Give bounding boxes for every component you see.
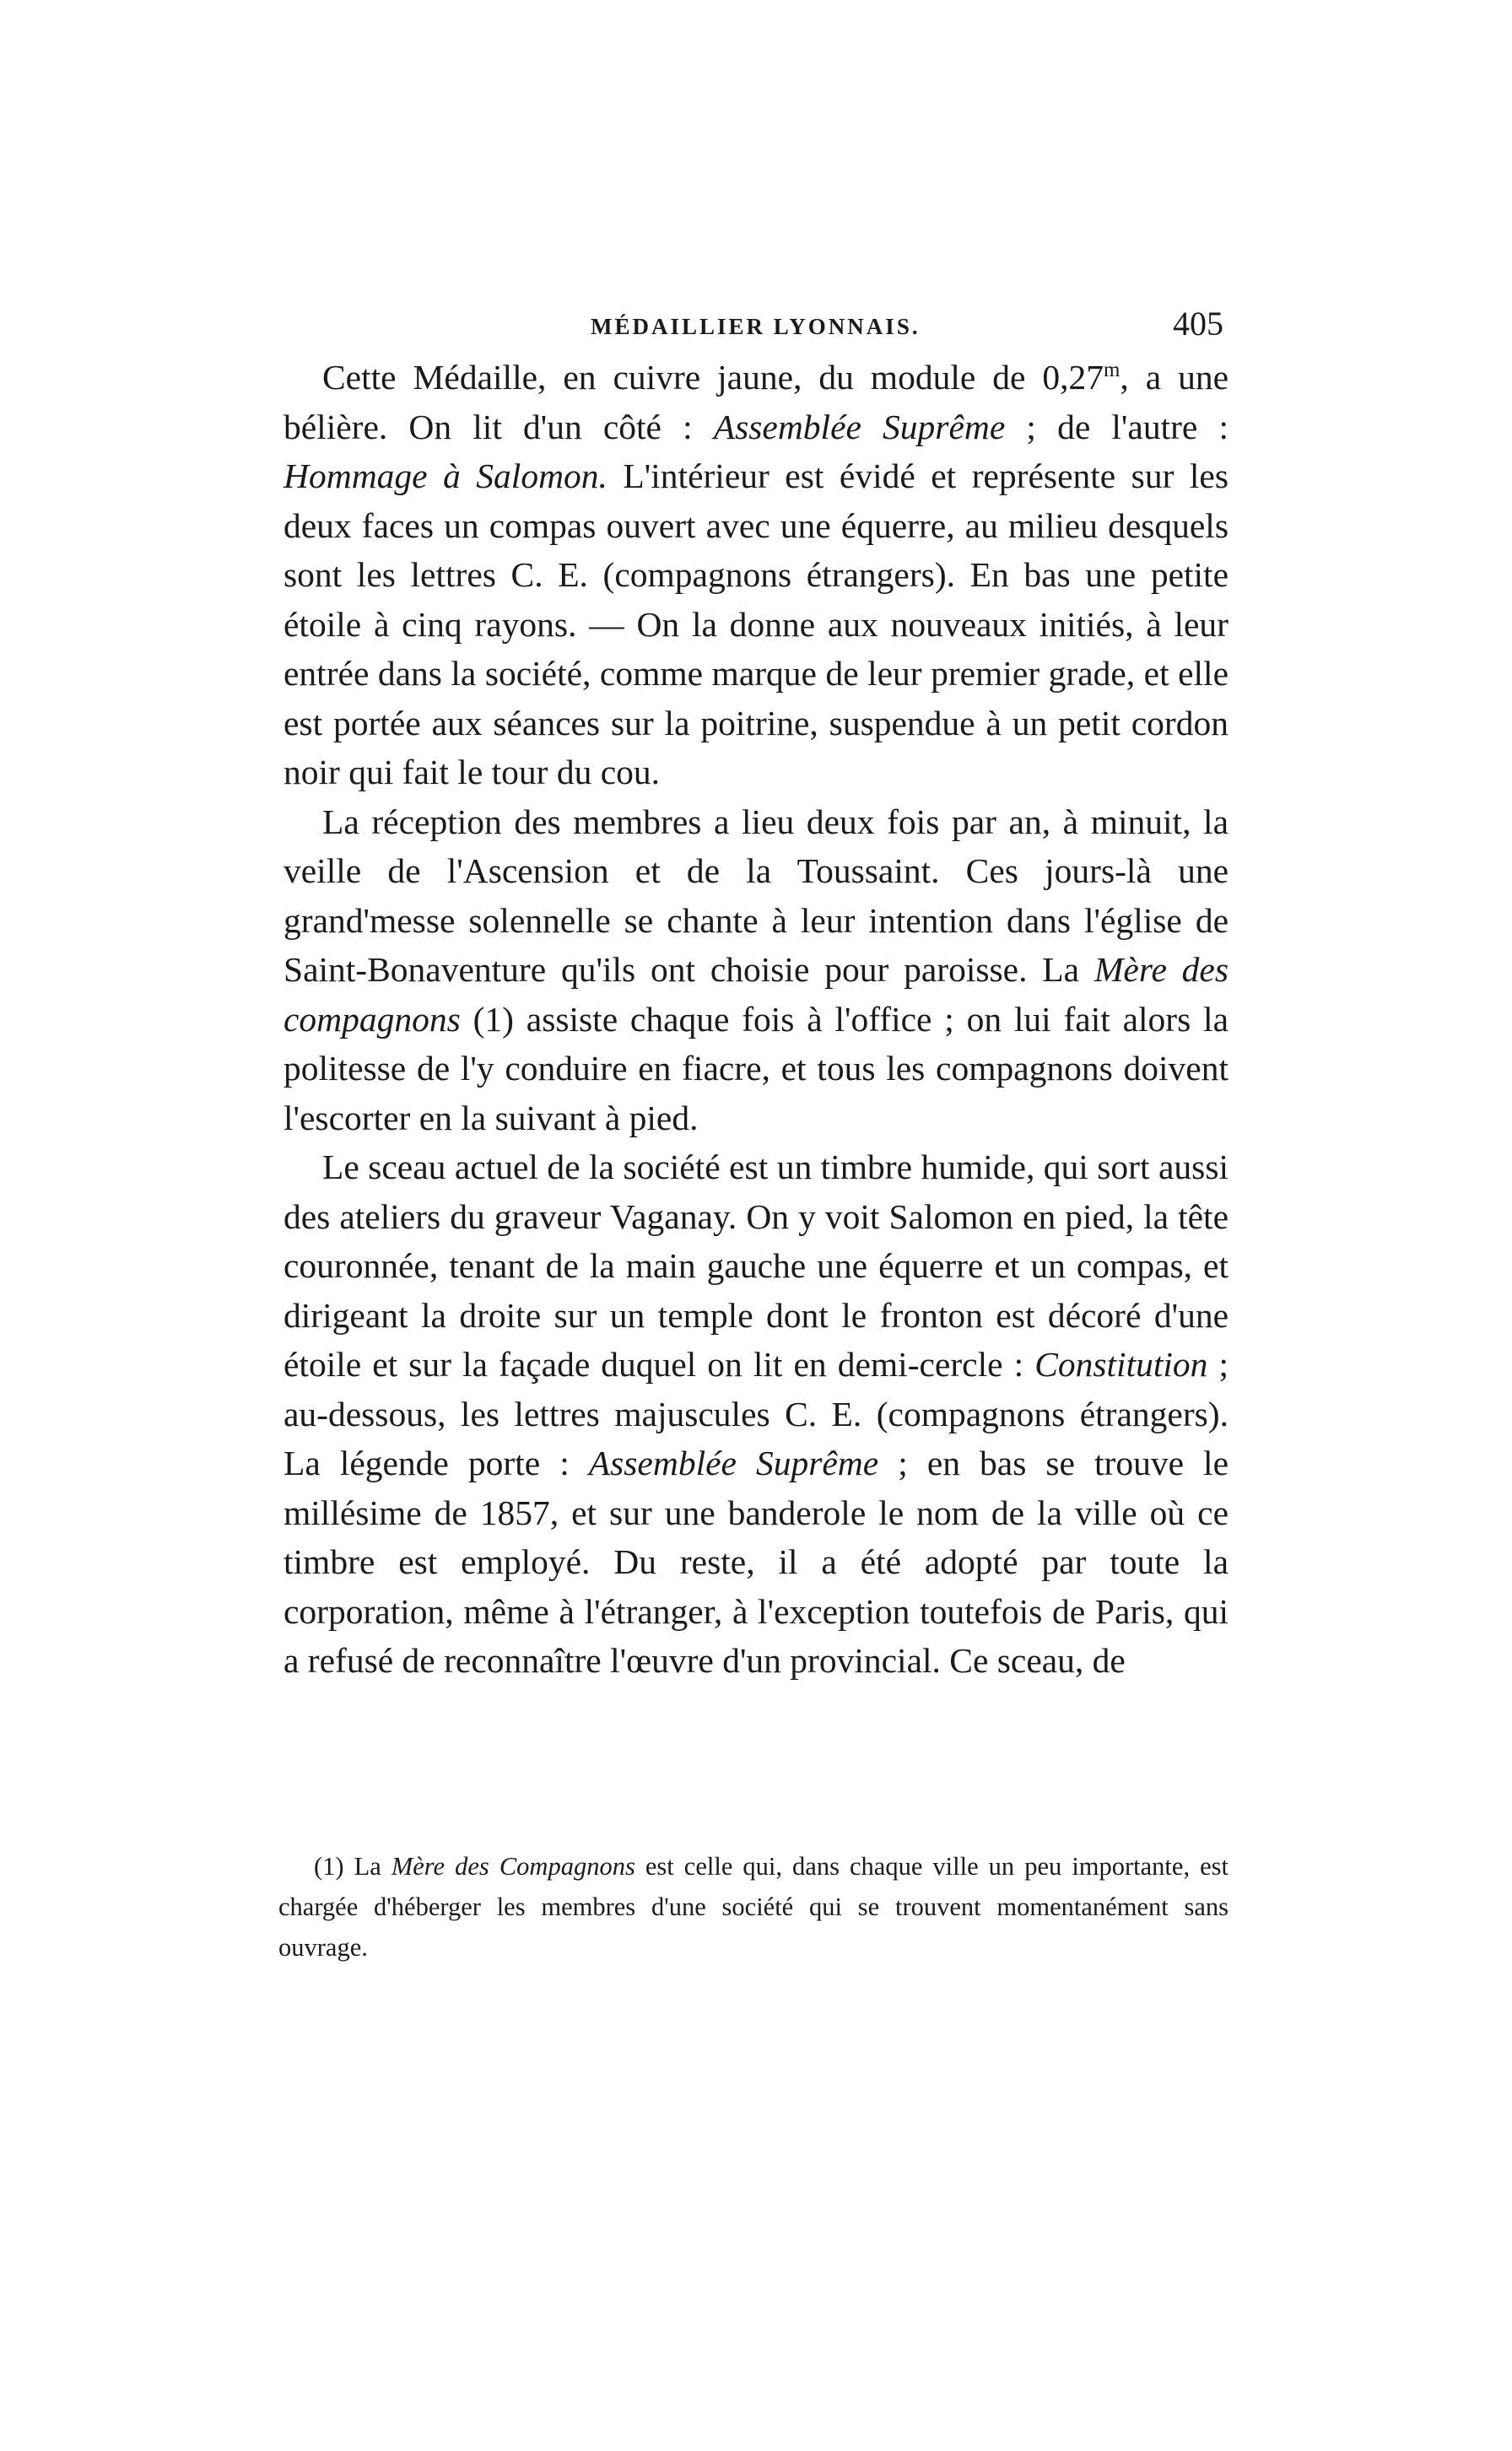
p1-text-3: ; de l'autre :	[1005, 407, 1228, 446]
p1-text-1: Cette Médaille, en cuivre jaune, du module de 0,27	[322, 358, 1104, 397]
p3-italic-constitution: Constitution	[1034, 1345, 1208, 1384]
body-text	[284, 353, 1228, 1686]
paragraph-sceau	[284, 1142, 1228, 1686]
p3-text-1: Le sceau actuel de la société est un timbre humide, qui sort aussi des ateliers du graveur Vaganay. On y voit Salomon en pied, la tête couronnée, tenant de la main gauche une équerre et un compas, et dirigeant la droite sur un temple dont le fronton est décoré d'une étoile et sur la façade duquel on lit en demi-cercle :	[284, 1147, 1228, 1384]
paragraph-medal	[284, 353, 1228, 797]
p2-italic-mere: Mère des compagnons	[284, 950, 1228, 1039]
p2-text-2: (1) assiste chaque fois à l'office ; on lui fait alors la politesse de l'y conduire en fiacre, et tous les compagnons doivent l'escorter en la suivant à pied.	[284, 999, 1228, 1137]
footnote-text	[278, 1846, 1228, 1968]
p1-italic-hommage: Hommage à Salomon.	[284, 456, 608, 495]
running-head	[287, 300, 1223, 351]
footnote-italic-mere: Mère des Compagnons	[391, 1852, 635, 1881]
p2-text-1: La réception des membres a lieu deux fois par an, à minuit, la veille de l'Ascension et de la Toussaint. Ces jours-là une grand'messe solennelle se chante à leur intention dans l'église de Saint-Bonaventure qu'ils ont choisie pour paroisse. La	[284, 802, 1228, 989]
p3-text-3: ; en bas se trouve le millésime de 1857, et sur une banderole le nom de la ville où ce timbre est employé. Du reste, il a été adopté par toute la corporation, même à l'étranger, à l'exception toutefois de Paris, qui a refusé de reconnaître l'œuvre d'un provincial. Ce sceau, de	[284, 1444, 1229, 1680]
p1-italic-assemblee: Assemblée Suprême	[713, 407, 1006, 446]
page-number: 405	[1173, 305, 1223, 343]
p3-italic-assemblee: Assemblée Suprême	[588, 1444, 879, 1482]
p3-text-2: ; au-dessous, les lettres majuscules C. E. (compagnons étrangers). La légende porte :	[284, 1345, 1229, 1482]
p1-unit-superscript: m	[1103, 359, 1120, 382]
running-title: MÉDAILLIER LYONNAIS.	[591, 314, 921, 339]
p1-text-4: L'intérieur est évidé et représente sur les deux faces un compas ouvert avec une équerre, au milieu desquels sont les lettres C. E. (compagnons étrangers). En bas une petite étoile à cinq rayons. — On la donne aux nouveaux initiés, à leur entrée dans la société, comme marque de leur premier grade, et elle est portée aux séances sur la poitrine, suspendue à un petit cordon noir qui fait le tour du cou.	[284, 456, 1228, 791]
p1-text-2: , a une bélière. On lit d'un côté :	[284, 358, 1228, 446]
footnote	[278, 1846, 1228, 1968]
footnote-marker: (1) La	[314, 1852, 392, 1881]
footnote-body: est celle qui, dans chaque ville un peu importante, est chargée d'héberger les membres d'une société qui se trouvent momentanément sans ouvrage.	[278, 1852, 1229, 1962]
paragraph-reception	[284, 797, 1228, 1143]
